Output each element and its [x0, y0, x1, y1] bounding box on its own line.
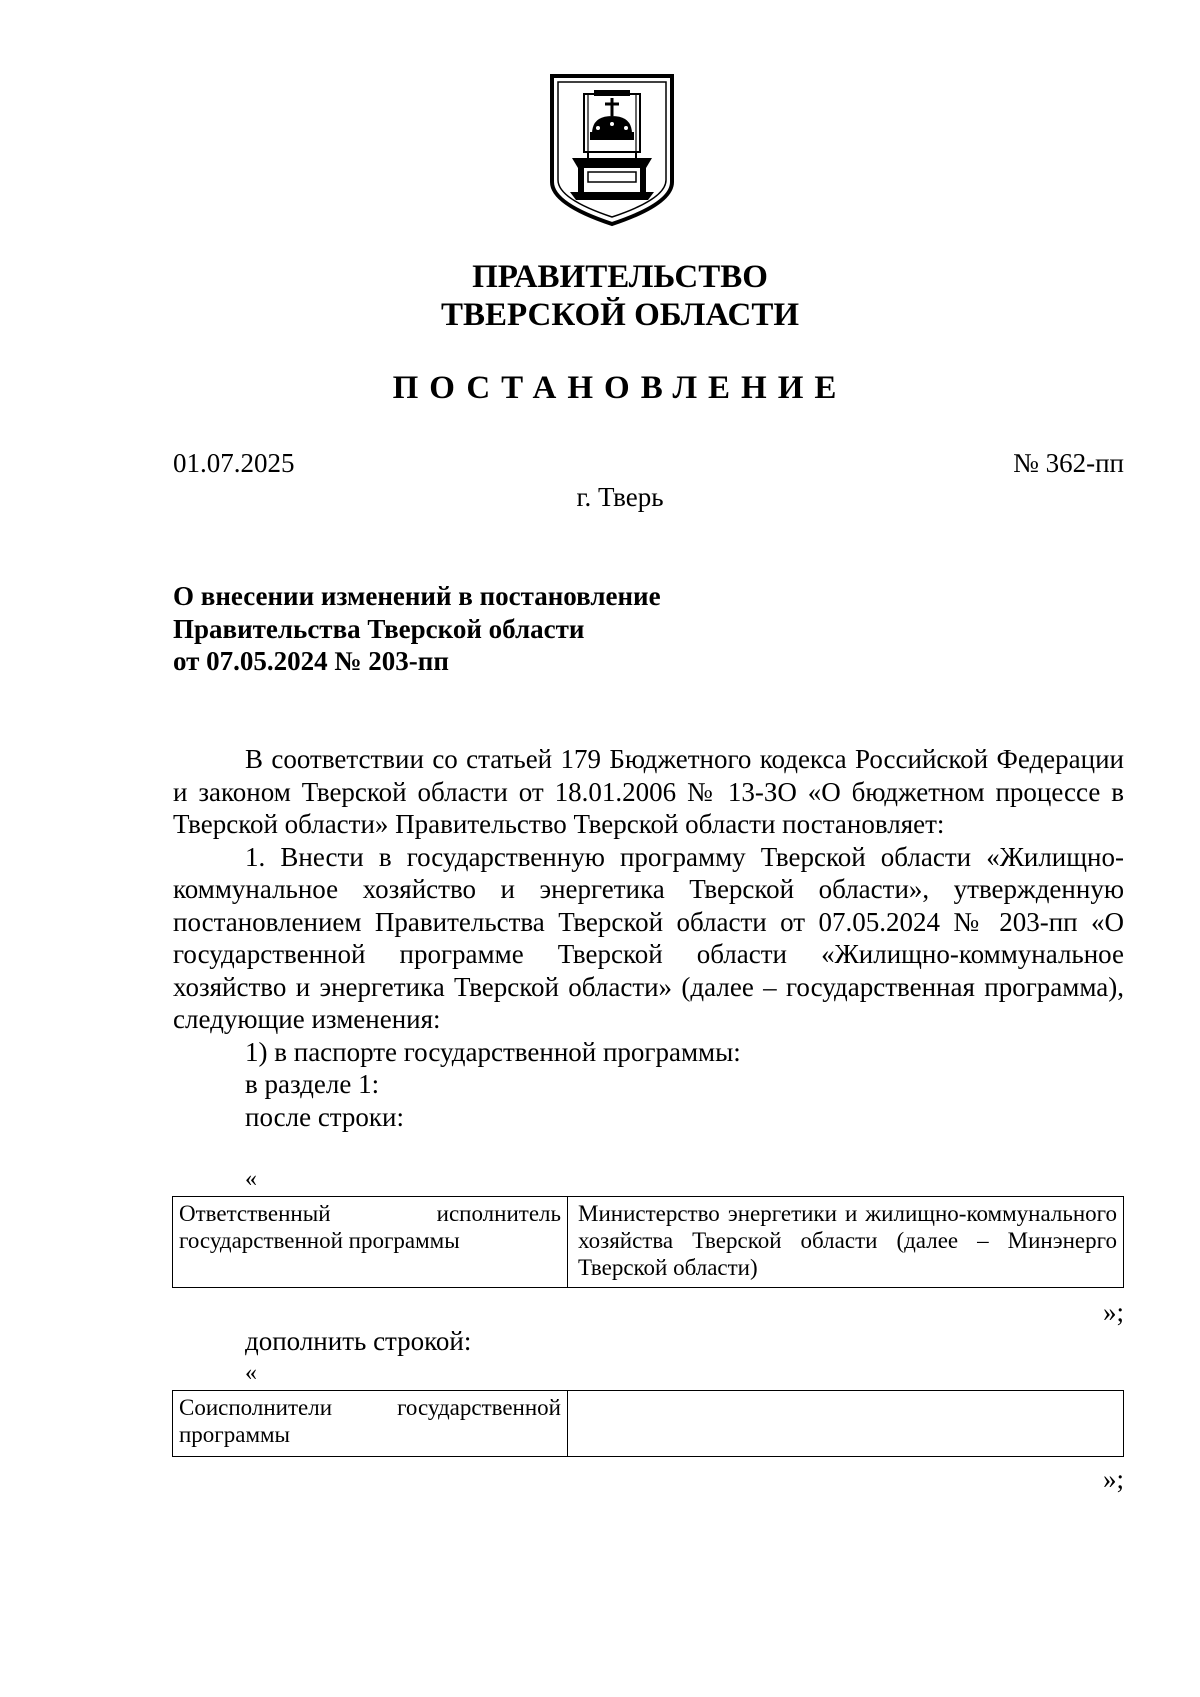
opening-quote-2: « [245, 1360, 257, 1386]
body-paragraph-passport: 1) в паспорте государственной программы: [245, 1036, 741, 1067]
closing-quote-1: »; [1102, 1297, 1124, 1327]
subject-line1: О внесении изменений в постановление [173, 581, 661, 611]
document-number: № 362-пп [1013, 448, 1124, 478]
closing-quote-2: »; [1102, 1464, 1124, 1494]
coat-of-arms-icon [548, 72, 676, 228]
table-row [173, 1391, 1124, 1457]
subject-line2: Правительства Тверской области [173, 613, 585, 644]
government-title [300, 258, 940, 334]
document-type: ПОСТАНОВЛЕНИЕ [392, 370, 848, 406]
document-date: 01.07.2025 [173, 448, 295, 478]
body-paragraph-after-row: после строки: [245, 1101, 404, 1132]
subject-line3: от 07.05.2024 № 203-пп [173, 646, 449, 676]
table-cell-label: Соисполнители государственной программы [173, 1391, 568, 1457]
document-body [173, 743, 1124, 1133]
government-title-line2: ТВЕРСКОЙ ОБЛАСТИ [440, 297, 800, 333]
table-cell-value: Министерство энергетики и жилищно-коммунального хозяйства Тверской области (далее – Минэнерго Тверской области) [568, 1197, 1124, 1288]
table-row [173, 1197, 1124, 1288]
add-row-instruction: дополнить строкой: [245, 1326, 472, 1356]
document-city: г. Тверь [576, 482, 664, 512]
body-paragraph-item1: 1. Внести в государственную программу Тверской области «Жилищно-коммунальное хозяйство и энергетика Тверской области», утвержденную постановлением Правительства Тверской области от 07.05.2024 № 203-пп «О государственной программе Тверской области «Жилищно-коммунальное хозяйство и энергетика Тверской области» (далее – государственная программа), следующие изменения: [173, 841, 1124, 1034]
government-title-line1: ПРАВИТЕЛЬСТВО [472, 259, 768, 295]
passport-table-existing-row [172, 1196, 1124, 1288]
body-paragraph-section: в разделе 1: [245, 1069, 380, 1099]
document-subject [173, 580, 773, 678]
body-paragraph-preamble: В соответствии со статьей 179 Бюджетного кодекса Российской Федерации и законом Тверской области от 18.01.2006 № 13-ЗО «О бюджетном процессе в Тверской области» Правительство Тверской области постановляет: [173, 744, 1124, 839]
table-cell-value [568, 1391, 1124, 1457]
opening-quote-1: « [245, 1166, 257, 1192]
passport-table-new-row [172, 1390, 1124, 1457]
table-cell-label: Ответственный исполнитель государственной программы [173, 1197, 568, 1288]
